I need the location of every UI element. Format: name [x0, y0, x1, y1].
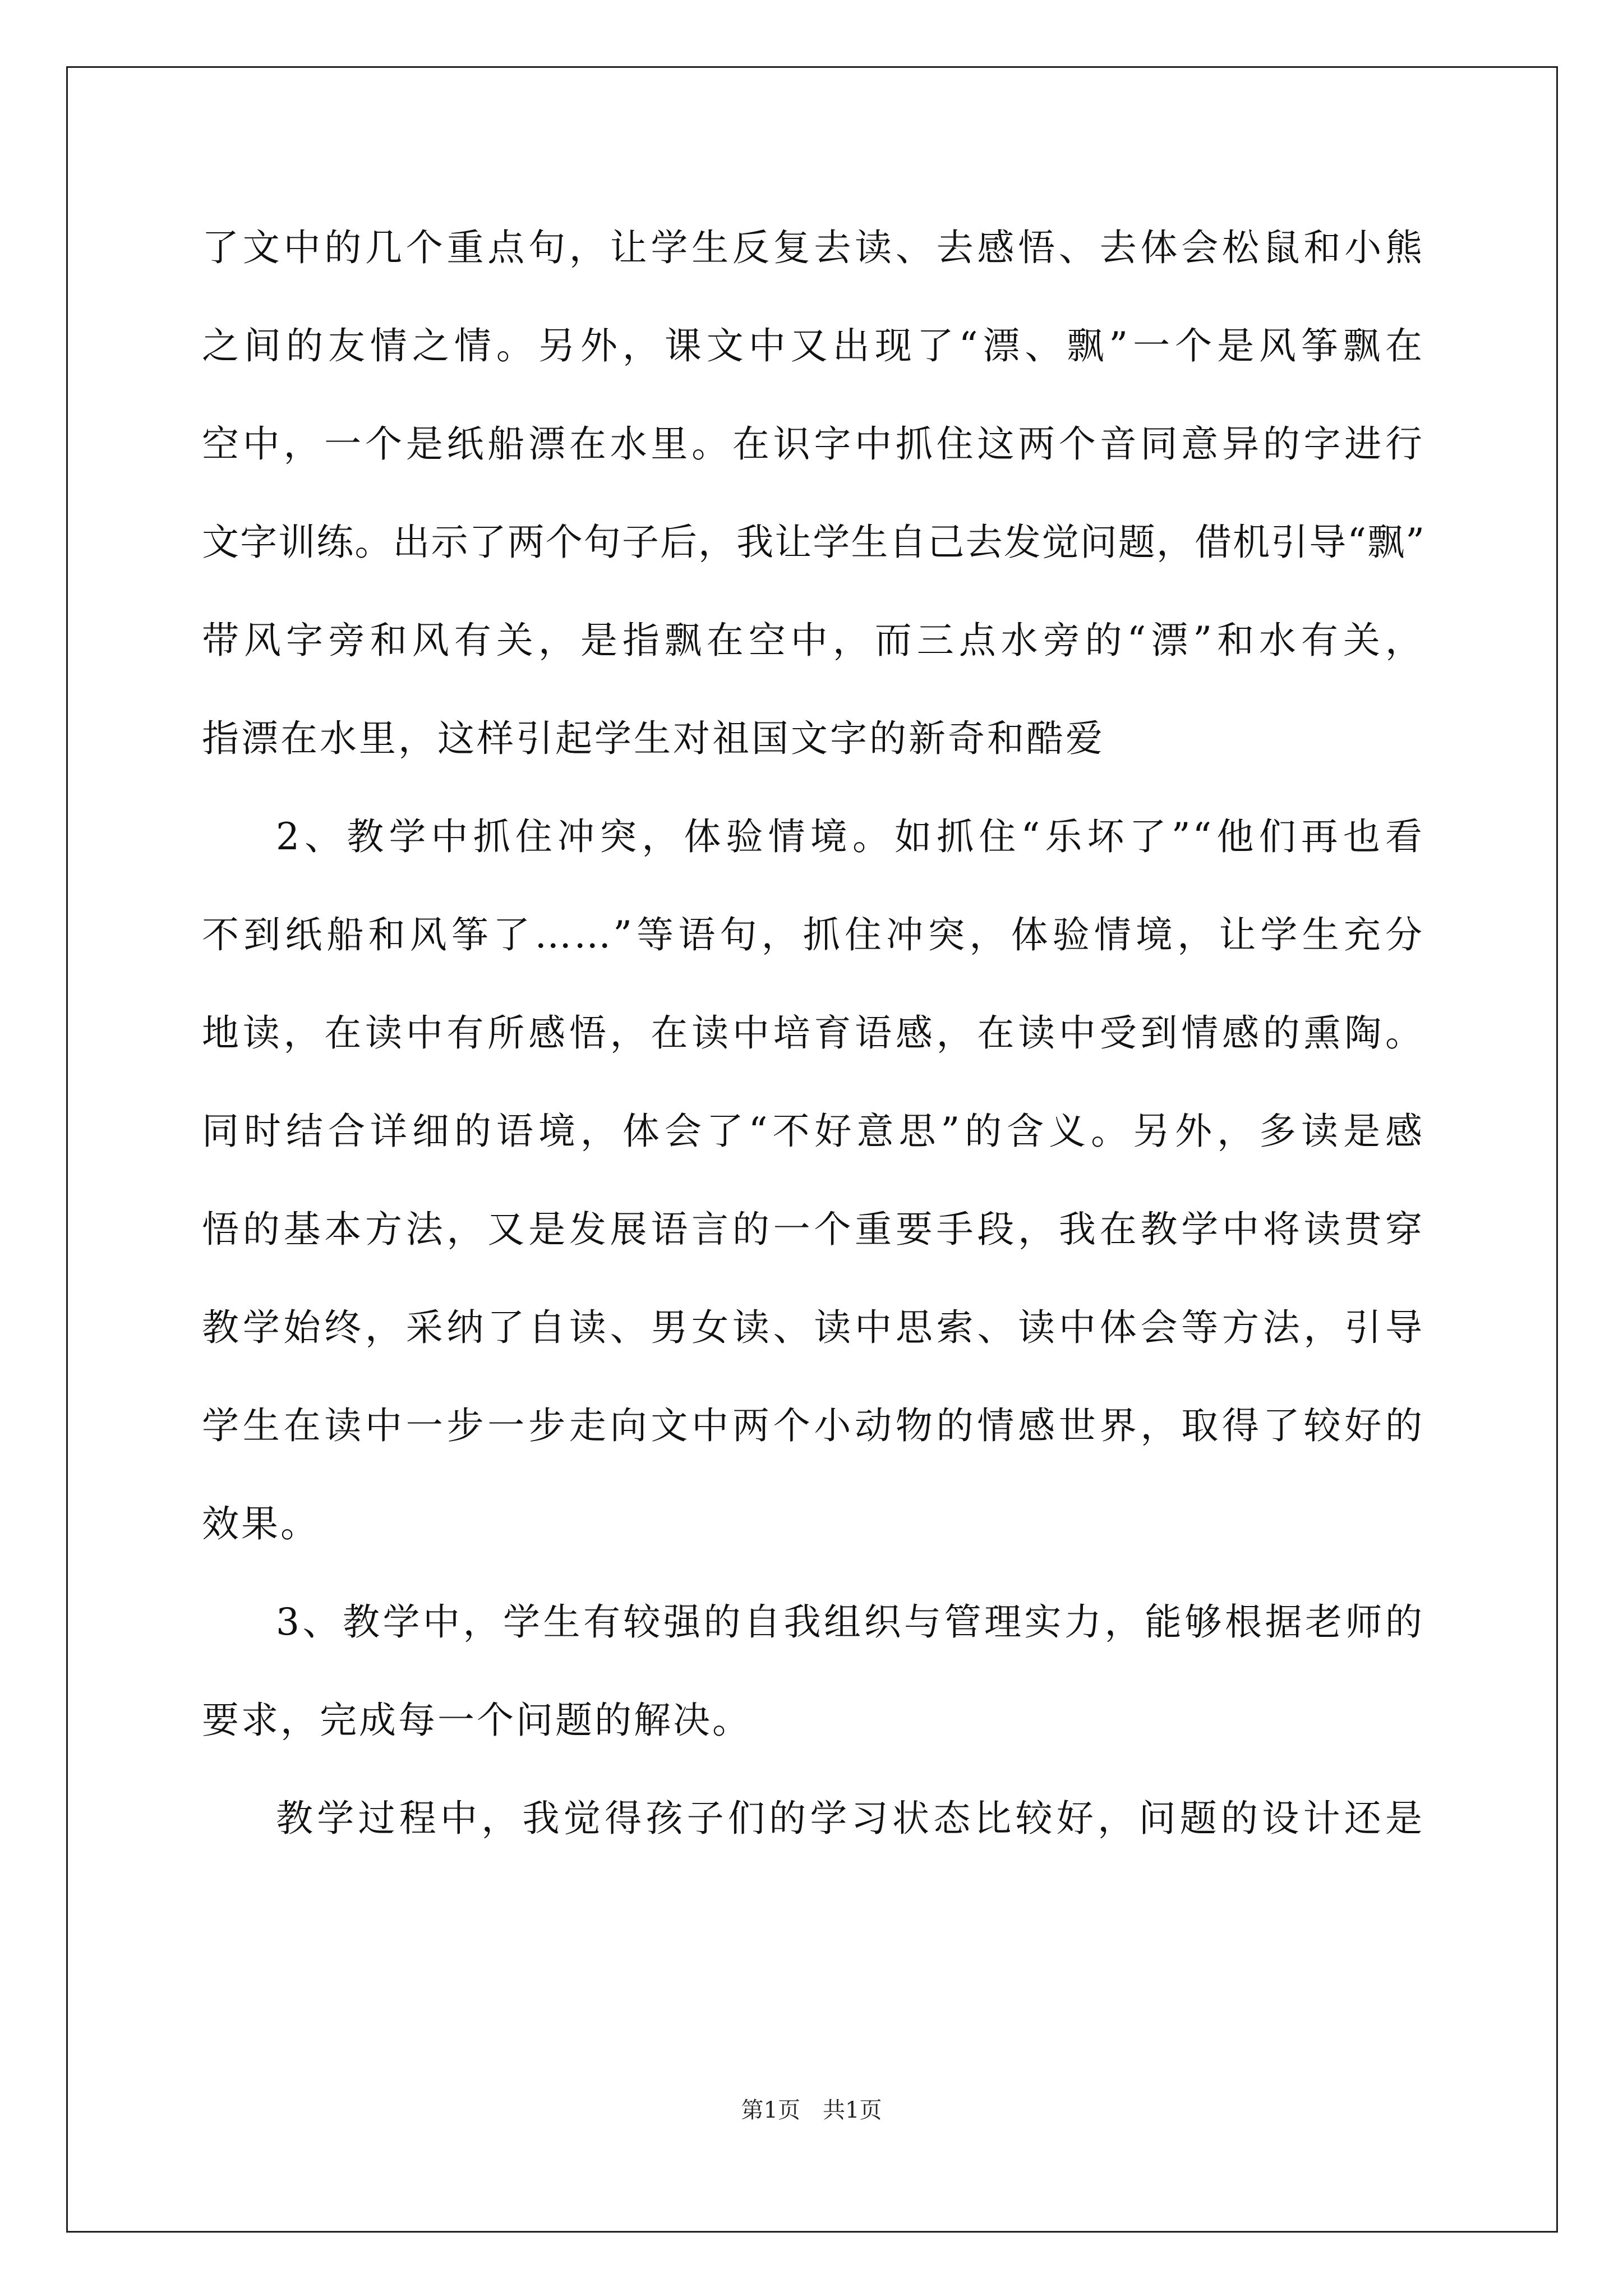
text-line: 地读，在读中有所感悟，在读中培育语感，在读中受到情感的熏陶。: [202, 1011, 1424, 1055]
text-line: 学生在读中一步一步走向文中两个小动物的情感世界，取得了较好的: [202, 1404, 1424, 1447]
text-line: 带风字旁和风有关，是指飘在空中，而三点水旁的“漂”和水有关，: [202, 619, 1424, 662]
text-line: 悟的基本方法，又是发展语言的一个重要手段，我在教学中将读贯穿: [202, 1208, 1424, 1251]
text-line: 了文中的几个重点句，让学生反复去读、去感悟、去体会松鼠和小熊: [202, 226, 1424, 269]
text-line: 之间的友情之情。另外，课文中又出现了“漂、飘”一个是风筝飘在: [202, 324, 1424, 367]
text-line: 要求，完成每一个问题的解决。: [202, 1699, 751, 1742]
text-line: 3、教学中，学生有较强的自我组织与管理实力，能够根据老师的: [276, 1600, 1424, 1644]
text-line: 效果。: [202, 1502, 320, 1545]
text-line: 教学过程中，我觉得孩子们的学习状态比较好，问题的设计还是: [276, 1797, 1424, 1840]
text-line: 空中，一个是纸船漂在水里。在识字中抓住这两个音同意异的字进行: [202, 422, 1424, 466]
text-line: 文字训练。出示了两个句子后，我让学生自己去发觉问题，借机引导“飘”: [202, 521, 1424, 564]
text-line: 同时结合详细的语境，体会了“不好意思”的含义。另外，多读是感: [202, 1110, 1424, 1153]
text-line: 指漂在水里，这样引起学生对祖国文字的新奇和酷爱: [202, 717, 1105, 760]
text-line: 2、教学中抓住冲突，体验情境。如抓住“乐坏了”“他们再也看: [276, 815, 1424, 858]
text-line: 教学始终，采纳了自读、男女读、读中思索、读中体会等方法，引导: [202, 1306, 1424, 1349]
text-line: 不到纸船和风筝了……”等语句，抓住冲突，体验情境，让学生充分: [202, 913, 1424, 956]
page-footer: 第1页 共1页: [741, 2097, 882, 2123]
